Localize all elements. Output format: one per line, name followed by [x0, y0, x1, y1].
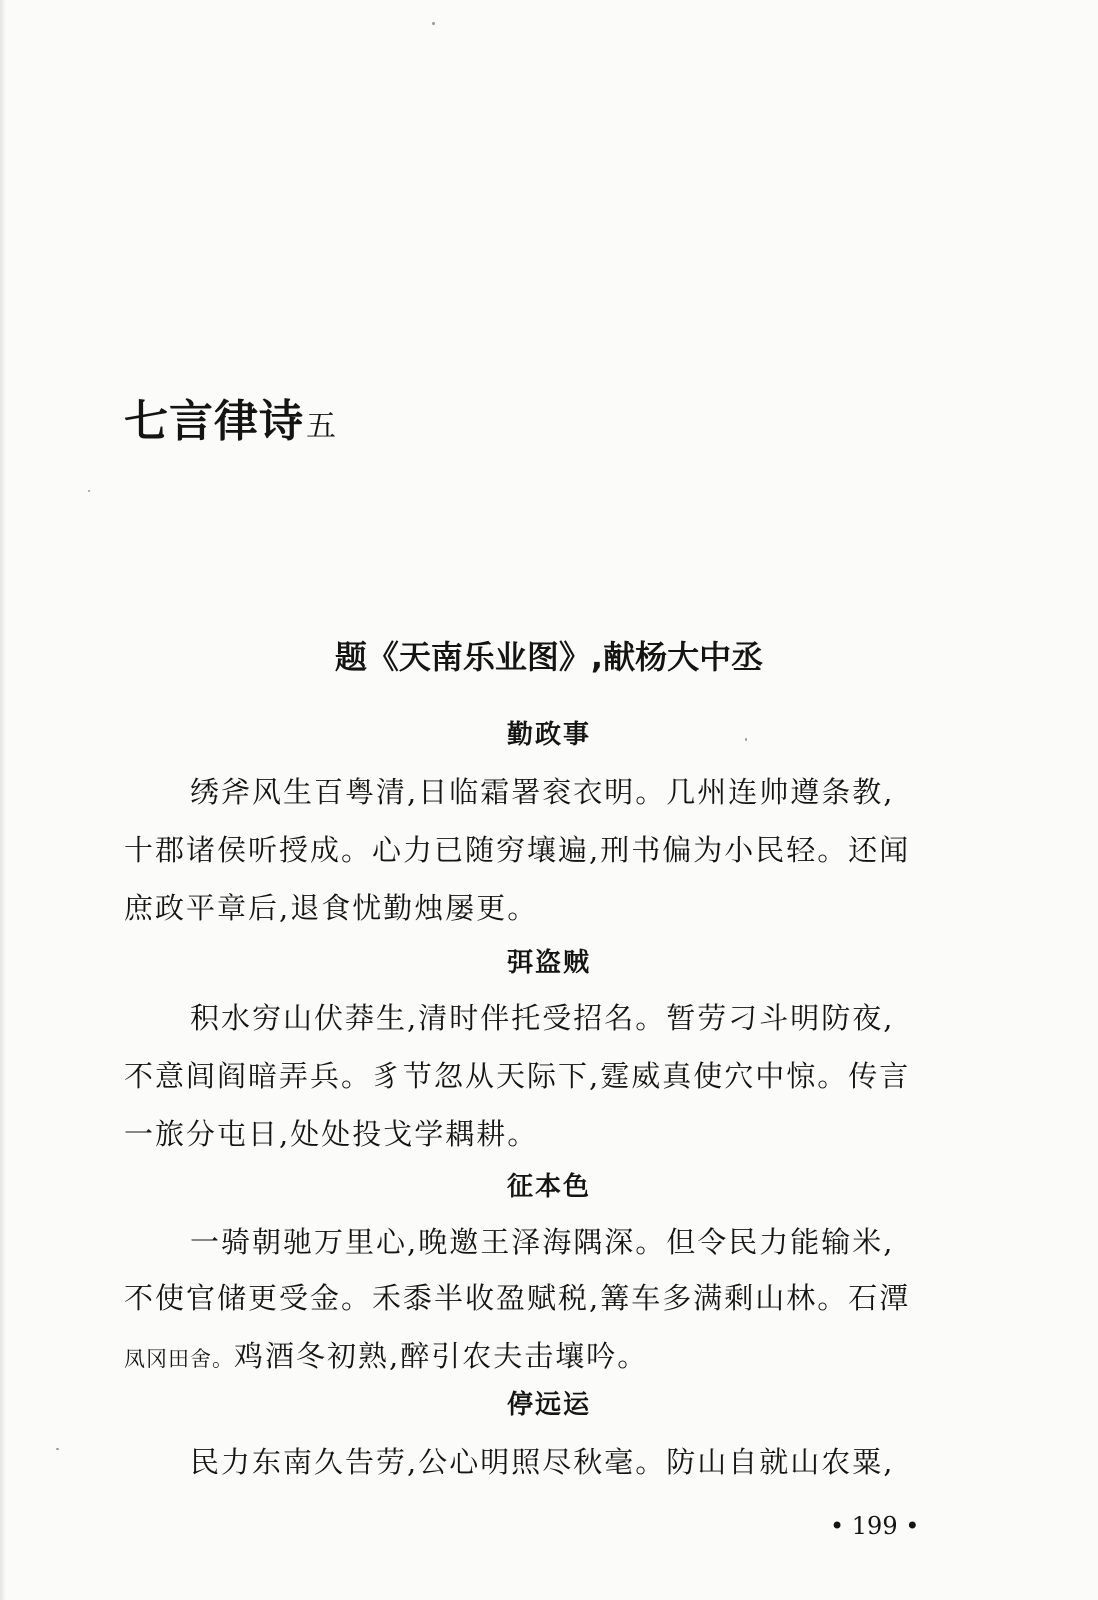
section-title: 停远运 — [506, 1390, 591, 1420]
chapter-number: 五 — [306, 409, 337, 444]
page-number: • 199 • — [830, 1512, 920, 1540]
poem-line: 一骑朝驰万里心,晚邀王泽海隅深。但令民力能输米, — [190, 1225, 895, 1259]
poem-line-note: 凤冈田舍。 — [124, 1347, 234, 1371]
poem-line: 不意闾阎暗弄兵。豸节忽从天际下,霆威真使穴中惊。传言 — [124, 1059, 911, 1093]
poem-line — [124, 1334, 648, 1375]
poem-line: 民力东南久告劳,公心明照尽秋毫。防山自就山农粟, — [190, 1445, 895, 1479]
poem-line: 庶政平章后,退食忧勤烛屡更。 — [124, 891, 539, 925]
poem-line: 积水穷山伏莽生,清时伴托受招名。暂劳刁斗明防夜, — [190, 1001, 895, 1035]
scan-speck — [432, 22, 435, 25]
poem-line: 绣斧风生百粤清,日临霜署衮衣明。几州连帅遵条教, — [190, 775, 895, 809]
poem-line: 十郡诸侯听授成。心力已随穷壤遍,刑书偏为小民轻。还闻 — [124, 833, 911, 867]
poem-line-text: 鸡酒冬初熟,醉引农夫击壤吟。 — [234, 1339, 649, 1373]
poem-line: 一旅分屯日,处处投戈学耦耕。 — [124, 1117, 539, 1151]
section-title: 勤政事 — [506, 720, 591, 750]
poem-title: 题《天南乐业图》,献杨大中丞 — [334, 638, 764, 676]
section-title: 征本色 — [506, 1172, 591, 1202]
chapter-title — [124, 385, 337, 449]
poem-line: 不使官储更受金。禾黍半收盈赋税,篝车多满剩山林。石潭 — [124, 1281, 911, 1315]
scan-speck — [56, 1448, 59, 1450]
chapter-title-text: 七言律诗 — [124, 396, 304, 447]
section-title: 弭盗贼 — [506, 948, 591, 978]
scan-edge — [0, 0, 6, 1600]
scan-speck — [88, 490, 90, 492]
